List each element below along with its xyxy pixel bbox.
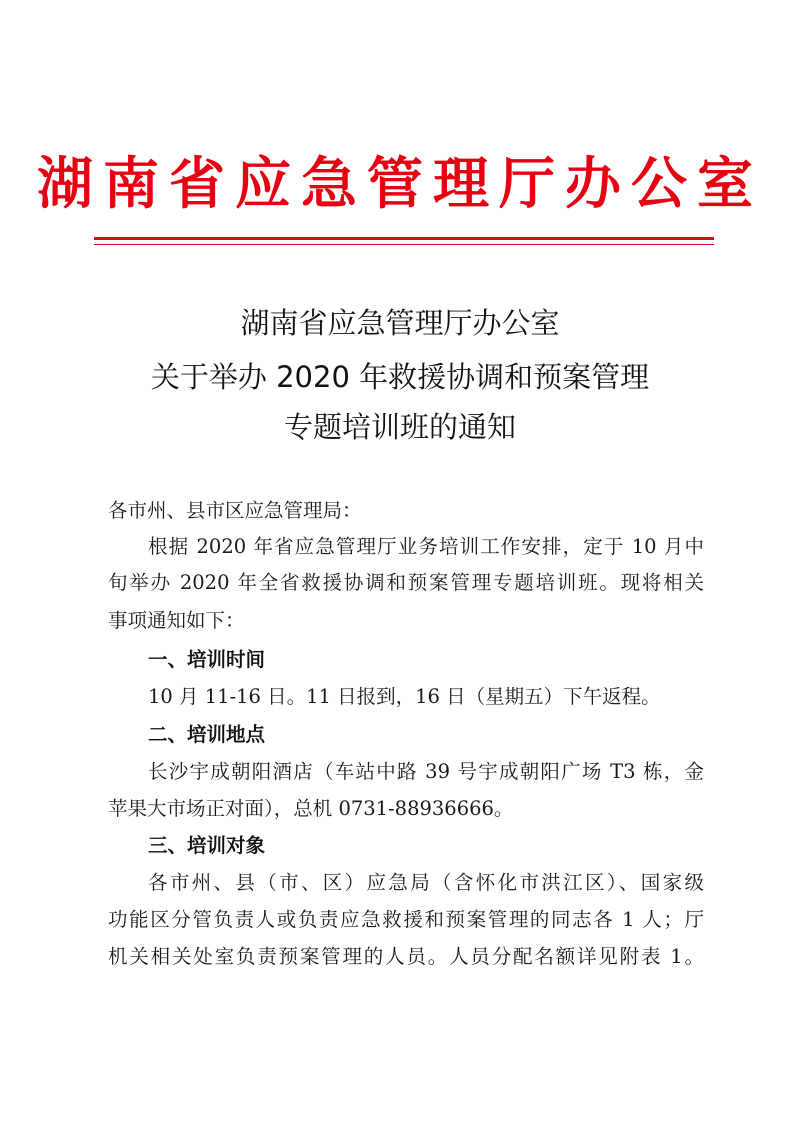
document-title-line-2: 关于举办 2020 年救援协调和预案管理 <box>150 360 650 394</box>
salutation: 各市州、县市区应急管理局： <box>108 499 362 522</box>
header-divider-thick <box>94 237 714 240</box>
org-header-title: 湖南省应急管理厅办公室 <box>37 152 763 217</box>
section-time-line-1: 10 月 11-16 日。11 日报到，16 日（星期五）下午返程。 <box>148 685 661 708</box>
section-location-line-2: 苹果大市场正对面），总机 0731-88936666。 <box>108 797 514 820</box>
section-participants-line-2: 功能区分管负责人或负责应急救援和预案管理的同志各 1 人；厅 <box>108 908 704 931</box>
intro-line-3: 事项通知如下： <box>108 609 245 632</box>
document-title-line-3: 专题培训班的通知 <box>283 410 516 444</box>
header-divider-thin <box>94 244 714 245</box>
section-heading-location: 二、培训地点 <box>148 723 266 746</box>
section-heading-time: 一、培训时间 <box>148 648 266 671</box>
intro-line-1: 根据 2020 年省应急管理厅业务培训工作安排，定于 10 月中 <box>148 535 704 558</box>
intro-line-2: 旬举办 2020 年全省救援协调和预案管理专题培训班。现将相关 <box>108 571 704 594</box>
document-title-line-1: 湖南省应急管理厅办公室 <box>240 306 560 340</box>
section-participants-line-1: 各市州、县（市、区）应急局（含怀化市洪江区）、国家级 <box>148 871 704 894</box>
section-heading-participants: 三、培训对象 <box>148 834 266 857</box>
section-participants-line-3: 机关相关处室负责预案管理的人员。人员分配名额详见附表 1。 <box>108 945 704 968</box>
section-location-line-1: 长沙宇成朝阳酒店（车站中路 39 号宇成朝阳广场 T3 栋，金 <box>148 760 704 783</box>
